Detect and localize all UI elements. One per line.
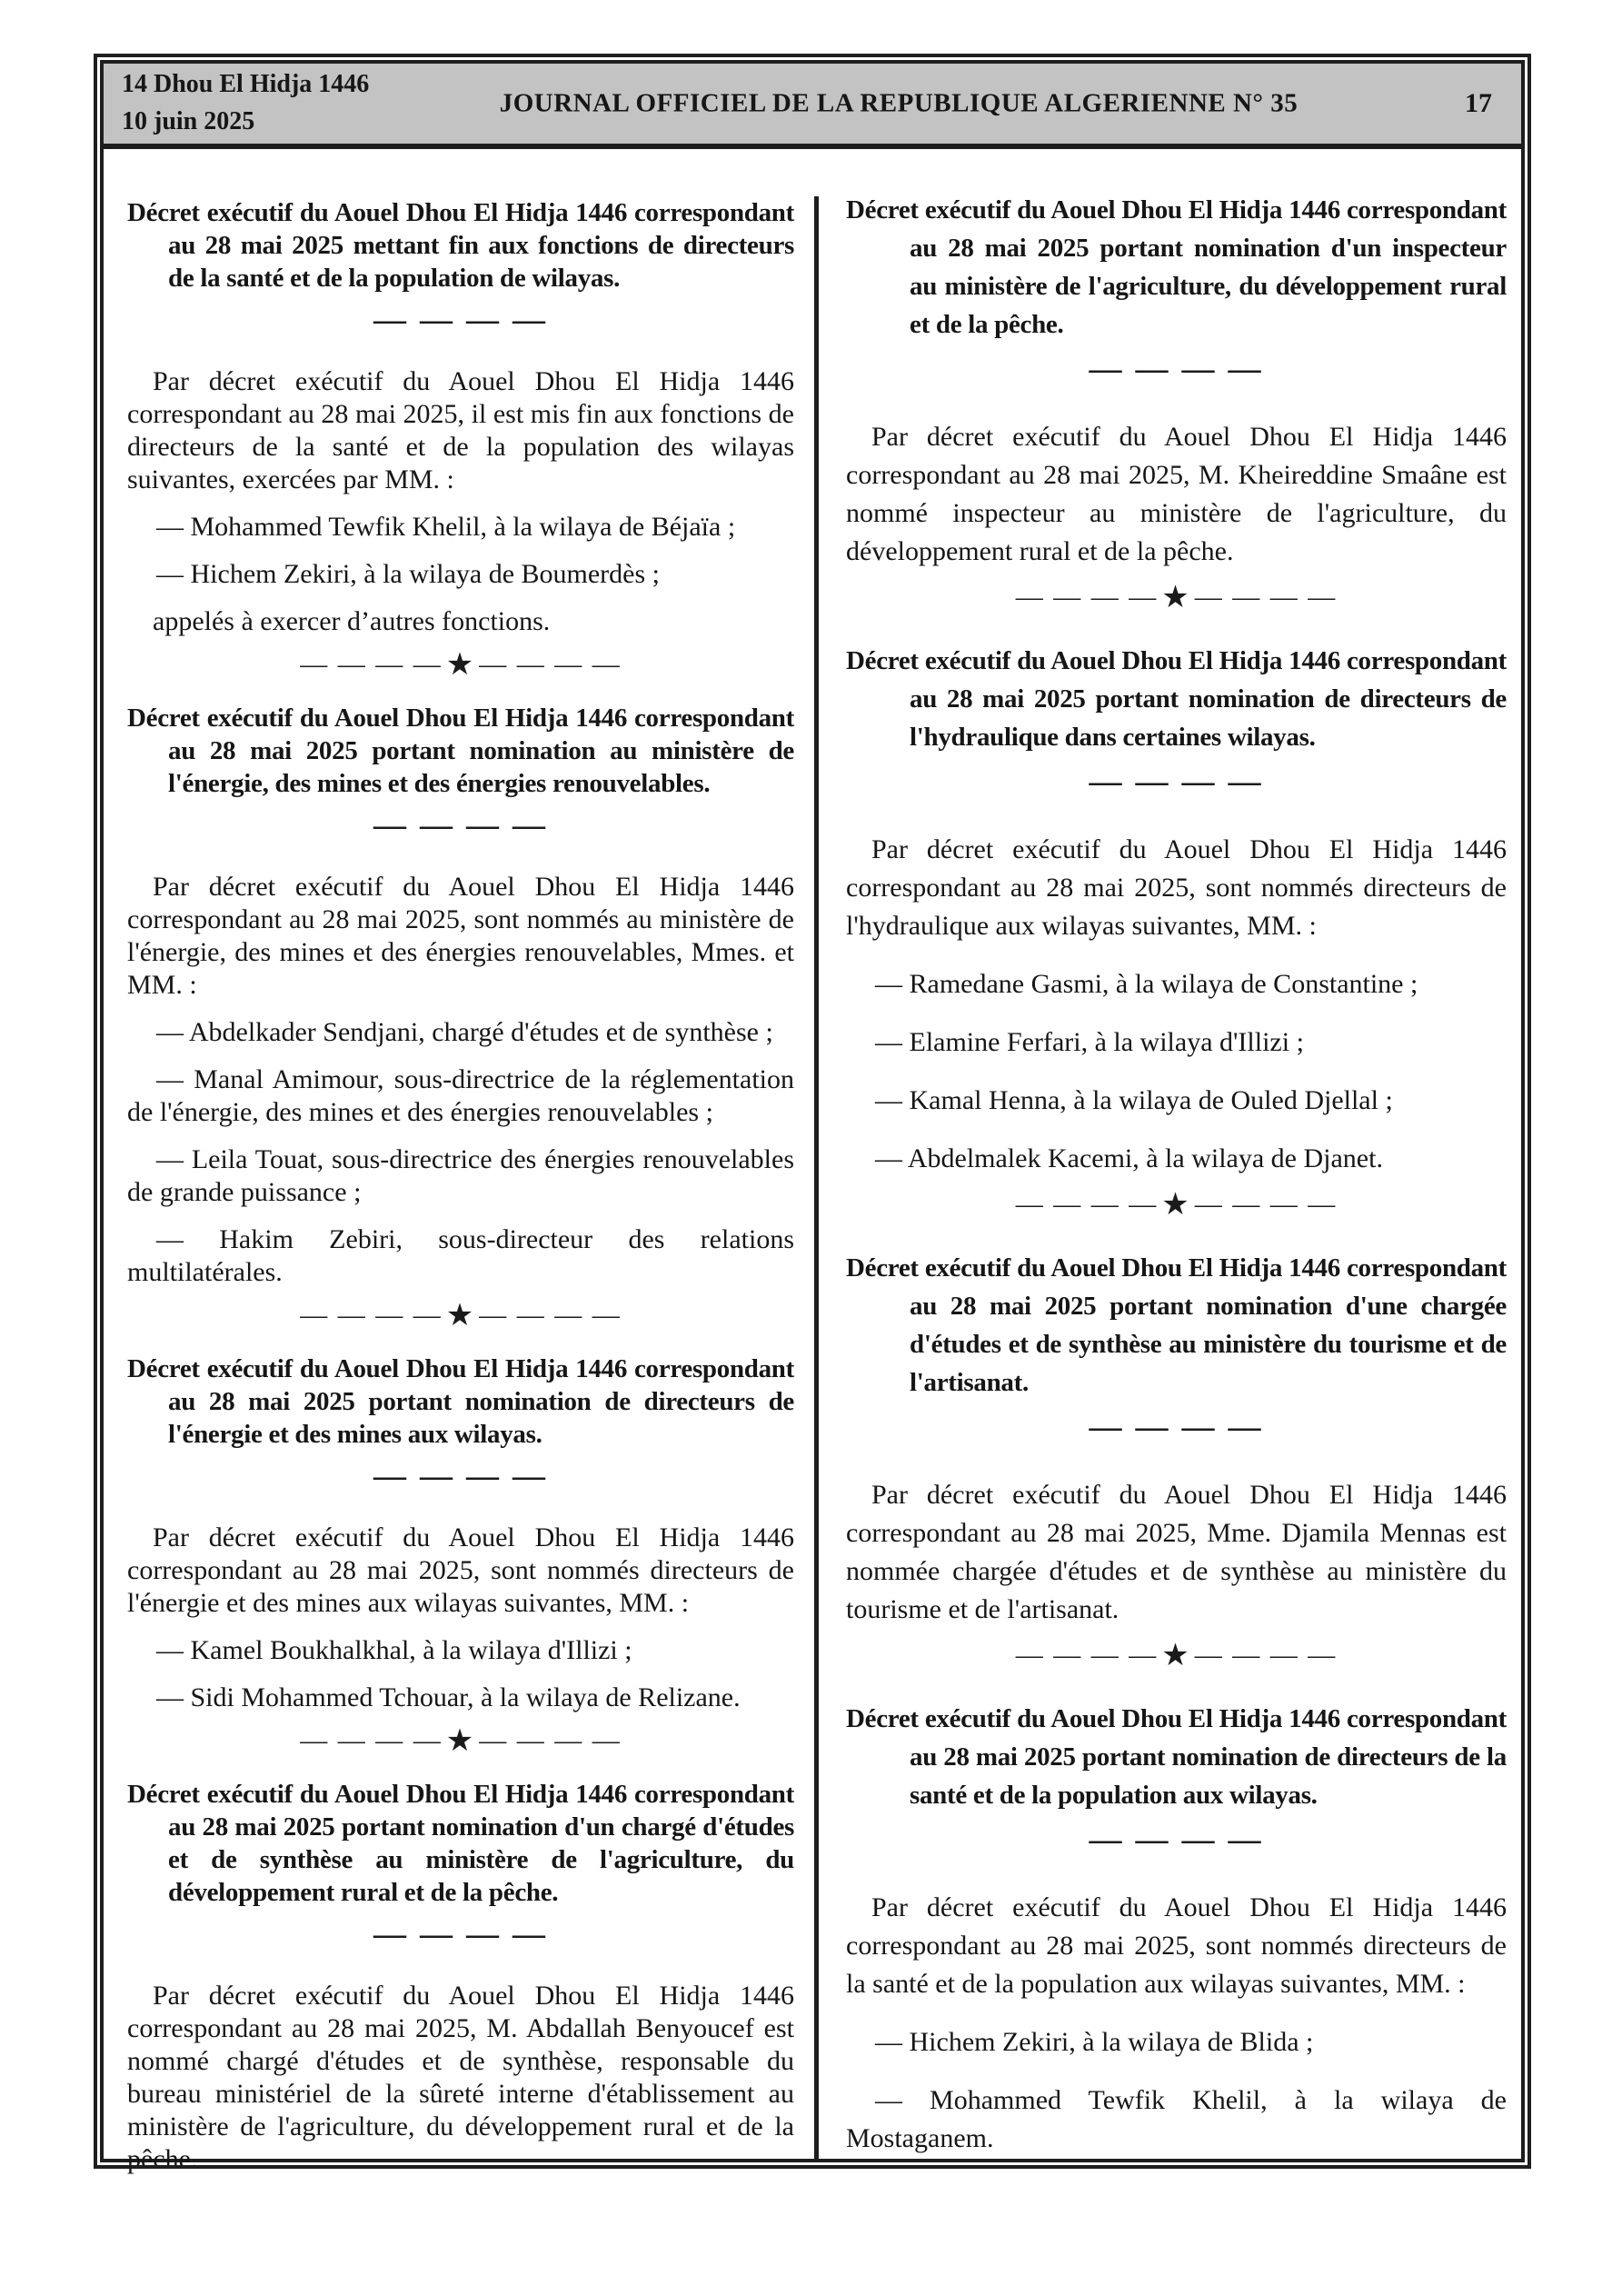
star-icon: ★ <box>1161 1637 1191 1673</box>
star-separator-dashes: — — — — <box>479 649 622 679</box>
decree-closing-line: appelés à exercer d’autres fonctions. <box>153 606 551 636</box>
star-separator-dashes: — — — — <box>1194 1189 1338 1219</box>
star-separator-dashes: — — — — <box>479 1725 622 1755</box>
star-separator-dashes: — — — — <box>1015 582 1159 612</box>
dash-separator: — — — — <box>1089 1408 1264 1444</box>
dash-separator: — — — — <box>1089 350 1264 386</box>
dash-separator: — — — — <box>373 1915 548 1952</box>
journal-header <box>104 64 1521 149</box>
decree-list-item: — Kamal Henna, à la wilaya de Ouled Djellal ; <box>875 1085 1393 1115</box>
star-separator-dashes: — — — — <box>300 1300 443 1330</box>
star-separator <box>127 1296 794 1334</box>
decree-title: Décret exécutif du Aouel Dhou El Hidja 1446 correspondant au 28 mai 2025 portant nomination de directeurs de l'hydraulique dans certaines wilayas. <box>846 646 1507 752</box>
decree-title: Décret exécutif du Aouel Dhou El Hidja 1446 correspondant au 28 mai 2025 portant nomination d'un inspecteur au ministère de l'agriculture, du développement rural et de la pêche. <box>846 195 1507 339</box>
decree-title: Décret exécutif du Aouel Dhou El Hidja 1446 correspondant au 28 mai 2025 mettant fin aux fonctions de directeurs de la santé et de la population de wilayas. <box>127 198 794 293</box>
star-icon: ★ <box>1161 579 1191 615</box>
column-divider <box>814 196 819 2159</box>
star-icon: ★ <box>445 1297 476 1333</box>
star-icon: ★ <box>445 646 476 683</box>
decree-title: Décret exécutif du Aouel Dhou El Hidja 1446 correspondant au 28 mai 2025 portant nomination au ministère de l'énergie, des mines et des énergies renouvelables. <box>127 704 794 798</box>
decree-list-item: — Mohammed Tewfik Khelil, à la wilaya de Mostaganem. <box>846 2085 1507 2153</box>
star-separator-dashes: — — — — <box>300 649 443 679</box>
star-separator-dashes: — — — — <box>1194 1640 1338 1670</box>
star-icon: ★ <box>445 1722 476 1759</box>
decree-list-item: — Kamel Boukhalkhal, à la wilaya d'Illizi ; <box>156 1635 632 1665</box>
decree-paragraph: Par décret exécutif du Aouel Dhou El Hidja 1446 correspondant au 28 mai 2025, M. Kheireddine Smaâne est nommé inspecteur au ministère de l'agriculture, du développement rural et de la pêche. <box>846 422 1507 566</box>
decree-title: Décret exécutif du Aouel Dhou El Hidja 1446 correspondant au 28 mai 2025 portant nomination d'un chargé d'études et de synthèse au ministère de l'agriculture, du développement rural et de la pêche. <box>127 1780 794 1907</box>
decree-paragraph: Par décret exécutif du Aouel Dhou El Hidja 1446 correspondant au 28 mai 2025, sont nommés directeurs de la santé et de la population aux wilayas suivantes, MM. : <box>846 1892 1507 1999</box>
star-icon: ★ <box>1161 1186 1191 1223</box>
decree-list-item: — Mohammed Tewfik Khelil, à la wilaya de Béjaïa ; <box>156 512 736 542</box>
star-separator <box>127 1722 794 1760</box>
decree-paragraph: Par décret exécutif du Aouel Dhou El Hidja 1446 correspondant au 28 mai 2025, M. Abdallah Benyoucef est nommé chargé d'études et de synthèse, responsable du bureau ministériel de la sûreté interne d'établissement au ministère de l'agriculture, du développement rural et de la pêche. <box>127 1981 794 2174</box>
decree-paragraph: Par décret exécutif du Aouel Dhou El Hidja 1446 correspondant au 28 mai 2025, Mme. Djamila Mennas est nommée chargée d'études et de synthèse au ministère du tourisme et de l'artisanat. <box>846 1480 1507 1624</box>
decree-paragraph: Par décret exécutif du Aouel Dhou El Hidja 1446 correspondant au 28 mai 2025, il est mis fin aux fonctions de directeurs de la santé et de la population des wilayas suivantes, exercées par MM. : <box>127 366 794 494</box>
decree-title: Décret exécutif du Aouel Dhou El Hidja 1446 correspondant au 28 mai 2025 portant nomination d'une chargée d'études et de synthèse au ministère du tourisme et de l'artisanat. <box>846 1253 1507 1397</box>
star-separator-dashes: — — — — <box>479 1300 622 1330</box>
decree-list-item: — Hakim Zebiri, sous-directeur des relations multilatérales. <box>127 1224 794 1287</box>
star-separator <box>127 645 794 684</box>
dash-separator: — — — — <box>1089 763 1264 799</box>
star-separator-dashes: — — — — <box>1194 582 1338 612</box>
dash-separator: — — — — <box>373 301 548 337</box>
decree-list-item: — Hichem Zekiri, à la wilaya de Blida ; <box>875 2027 1314 2057</box>
dash-separator: — — — — <box>1089 1821 1264 1857</box>
page-frame <box>100 60 1525 2174</box>
star-separator <box>846 578 1507 616</box>
decree-title: Décret exécutif du Aouel Dhou El Hidja 1446 correspondant au 28 mai 2025 portant nomination de directeurs de l'énergie et des mines aux wilayas. <box>127 1354 794 1449</box>
dash-separator: — — — — <box>373 1457 548 1493</box>
content-columns <box>104 149 1521 2174</box>
page-number: 17 <box>1465 88 1492 118</box>
star-separator-dashes: — — — — <box>1015 1189 1159 1219</box>
decree-list-item: — Abdelmalek Kacemi, à la wilaya de Djanet. <box>875 1143 1383 1173</box>
decree-paragraph: Par décret exécutif du Aouel Dhou El Hidja 1446 correspondant au 28 mai 2025, sont nommés au ministère de l'énergie, des mines et des énergies renouvelables, Mmes. et MM. : <box>127 872 794 1000</box>
decree-list-item: — Ramedane Gasmi, à la wilaya de Constantine ; <box>875 969 1418 999</box>
hijri-date: 14 Dhou El Hidja 1446 <box>122 70 370 98</box>
decree-list-item: — Leila Touat, sous-directrice des énergies renouvelables de grande puissance ; <box>127 1144 794 1207</box>
star-separator <box>846 1185 1507 1223</box>
decree-list-item: — Manal Amimour, sous-directrice de la réglementation de l'énergie, des mines et des énergies renouvelables ; <box>127 1064 794 1127</box>
star-separator-dashes: — — — — <box>300 1725 443 1755</box>
right-column <box>839 149 1521 2159</box>
decree-list-item: — Sidi Mohammed Tchouar, à la wilaya de Relizane. <box>156 1682 741 1712</box>
decree-title: Décret exécutif du Aouel Dhou El Hidja 1446 correspondant au 28 mai 2025 portant nomination de directeurs de la santé et de la population aux wilayas. <box>846 1704 1507 1810</box>
star-separator-dashes: — — — — <box>1015 1640 1159 1670</box>
decree-list-item: — Abdelkader Sendjani, chargé d'études et de synthèse ; <box>156 1017 773 1047</box>
dash-separator: — — — — <box>373 806 548 843</box>
left-column <box>127 149 794 2174</box>
star-separator <box>846 1636 1507 1674</box>
journal-title: JOURNAL OFFICIEL DE LA REPUBLIQUE ALGERIENNE N° 35 <box>499 88 1299 118</box>
gregorian-date: 10 juin 2025 <box>122 107 255 135</box>
decree-paragraph: Par décret exécutif du Aouel Dhou El Hidja 1446 correspondant au 28 mai 2025, sont nommés directeurs de l'énergie et des mines aux wilayas suivantes, MM. : <box>127 1522 794 1618</box>
decree-list-item: — Hichem Zekiri, à la wilaya de Boumerdès ; <box>156 559 660 589</box>
decree-list-item: — Elamine Ferfari, à la wilaya d'Illizi ; <box>875 1027 1304 1057</box>
decree-paragraph: Par décret exécutif du Aouel Dhou El Hidja 1446 correspondant au 28 mai 2025, sont nommés directeurs de l'hydraulique aux wilayas suivantes, MM. : <box>846 834 1507 941</box>
